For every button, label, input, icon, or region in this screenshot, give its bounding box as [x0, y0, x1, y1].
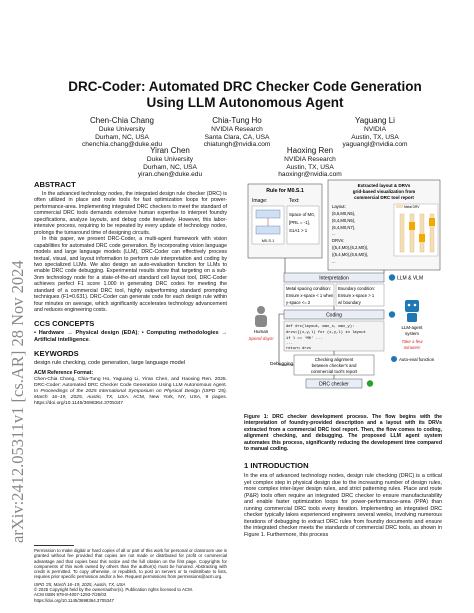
rule-text-line: Space of M0,: [289, 212, 315, 217]
layout-line: (6,4,M0,N5),: [332, 218, 356, 223]
checking-line: between checker's and: [311, 363, 357, 368]
coding-label: Coding: [326, 312, 342, 319]
author-affiliation: Duke University: [146, 156, 194, 163]
condition-line: y-space <= 2: [286, 300, 311, 305]
acm-format-heading: ACM Reference Format:: [34, 370, 94, 377]
metal-shape: [256, 226, 280, 234]
code-line: if l == 'M0' ...: [286, 337, 323, 341]
abstract-paragraph-2: In this paper, we present DRC-Coder, a multi-agent framework with vision capabilities for automated DRC code generation. By incorporating vision language models and large language models (LLM), DRC-Coder can effectively process textual, visual, and layout information to perform rule interpretation and coding by two specialized LLMs. We also design an auto-evaluation function for LLMs to enable DRC code debugging. Experimental results show that targeting on a sub-3nm technology node for a state-of-the-art standard cell layout tool, DRC-Coder achieves perfect F1 score 1.000 in generating DRC codes for meeting the standard of a commercial DRC tool, highly outperforming standard prompting techniques (F1=0.631). DRC-Coder can generate code for each design rule within four minutes on average, which significantly accelerates technology advancement and reduces engineering costs.: [34, 236, 227, 314]
figure-1: [244, 178, 442, 416]
interpretation-label: Interpretation: [319, 275, 349, 282]
robot-icon: [405, 300, 419, 322]
acm-ref-authors: Chen-Chia Chang, Chia-Tung Ho, Yaguang Li, Yiran Chen, and Haoxing Ren. 2025. DRC-Coder: Automated DRC Checker Code Generation Using LLM Autonomous Agent. In: [34, 376, 227, 394]
ccs-separator: ;: [137, 329, 142, 336]
legend-metal-swatch: [396, 205, 403, 208]
checking-line: Checking alignment: [314, 357, 354, 362]
author-location: Austin, TX, USA: [286, 163, 334, 171]
rule-image-label: M0.S.1: [261, 238, 275, 243]
keywords-text: design rule checking, code generation, large language model: [34, 359, 186, 366]
image-label: Image:: [252, 198, 268, 204]
legend-label: Metal DRV: [404, 205, 420, 209]
author-name: Chia-Tung Ho: [212, 116, 262, 125]
drv-marker: [429, 218, 435, 226]
copyright-line: © 2025 Copyright held by the owner/author(s). Publication rights licensed to ACM.: [34, 587, 193, 593]
extract-title-3: commercial DRC tool report: [354, 195, 414, 200]
author-affiliation: Duke University: [98, 126, 146, 133]
author-email: yaguangl@nvidia.com: [342, 141, 408, 149]
llm-icon: [389, 274, 395, 280]
author-location: Santa Clara, CA, USA: [204, 133, 270, 141]
author-name: Chen-Chia Chang: [89, 116, 155, 125]
acm-ref-doi: ACM, New York, NY, USA, 9 pages. https://doi.org/10.1145/3698364.3705347: [34, 394, 227, 406]
llm-vlm-label: LLM & VLM: [397, 275, 424, 282]
llm-icon: [389, 311, 395, 317]
drv-marker: [409, 222, 415, 230]
condition-line: Boundary condition:: [338, 286, 376, 291]
condition-line: Ensure x-space < 1 when: [286, 293, 334, 298]
title-line-2: Using LLM Autonomous Agent: [146, 95, 344, 110]
checking-line: commercial tool's report: [310, 369, 358, 374]
doi-line: https://doi.org/10.1145/3698364.3705347: [34, 597, 114, 603]
human-icon: [255, 306, 267, 327]
permission-notice: Permission to make digital or hard copies of all or part of this work for personal or classroom use is granted without fee provided that copies are not made or distributed for profit or commercial advantage and that copies bear this notice and the full citation on the first page. Copyrights for components of this work owned by others than the author(s) must be honored. Abstracting with credit is permitted. To copy otherwise, or republish, to post on servers or to redistribute to lists, requires prior specific permission and/or a fee. Request permissions from permissions@acm.org.: [34, 548, 227, 580]
text-label: Text:: [289, 198, 300, 204]
conference-line: ISPD '25, March 16–19, 2025, Austin, TX, USA: [34, 581, 126, 587]
take-few-label-2: minutes!: [403, 345, 421, 350]
ccs-heading: CCS CONCEPTS: [34, 318, 95, 328]
extract-title-1: Extracted layout & DRVs: [357, 183, 411, 188]
author-block: [305, 116, 445, 149]
figure-caption: Figure 1: DRC checker development process. The flow begins with the interpretation of foundry-provided description and a layout with its DRVs extracted from a commercial DRC tool report. Then, the flow comes to coding, alignment checking, and debugging. The proposed LLM agent system automates this process, significantly reducing the development time compared to manual coding.: [244, 414, 442, 453]
drv-marker: [419, 234, 425, 242]
condition-line: Ensure x-space > 1: [338, 293, 375, 298]
arxiv-id: arXiv:2412.05311v1 [cs.AR] 28 Nov 2024: [8, 260, 27, 543]
ccs-concepts: [34, 330, 227, 344]
spend-days-label: Spend days!: [248, 336, 274, 341]
author-location: Austin, TX, USA: [351, 133, 399, 141]
abstract-paragraph-1: In the advanced technology nodes, the integrated design rule checker (DRC) is often utilized in place and route tools for fast optimization loops for power-performance-area. Implementing integrated DRC checkers to meet the standard of commercial DRC tools demands extensive human expertise to interpret foundry specifications, analyze layouts, and debug code iteratively. However, this labor-intensive process, requiring to be repeated by every update of technology nodes, prolongs the turnaround time of designing circuits.: [34, 191, 227, 236]
ccs-concept-1: • Hardware → Physical design (EDA): [34, 329, 138, 336]
ccs-end: .: [88, 336, 91, 343]
author-name: Yaguang Li: [355, 116, 395, 125]
rule-label: Rule for M0.S.1: [266, 188, 304, 194]
check-icon: [367, 380, 373, 386]
layout-line: ((5,4,M0),(6,6,M0)),: [332, 252, 369, 257]
condition-line: Metal spacing condition:: [286, 286, 331, 291]
gear-icon: [391, 356, 397, 362]
layout-line: (6,6,M0,N5),: [332, 211, 356, 216]
metal-track: [410, 214, 414, 252]
take-few-label-1: Take a few: [401, 339, 423, 344]
ccs-concept-2: • Computing methodologies → Artificial intelligence: [34, 329, 228, 343]
author-email: chiatungh@nvidia.com: [203, 141, 271, 149]
rule-text-line: [PRL = -1],: [289, 220, 310, 225]
code-line: drvs=[(x,y,l) for (x,y,l) in layout: [286, 331, 366, 335]
layout-line: ((5,4,M0),(6,2,M0)),: [332, 245, 369, 250]
footnote-rule: [34, 545, 74, 546]
author-affiliation: NVIDIA Research: [211, 126, 263, 133]
title-line-1: DRC-Coder: Automated DRC Checker Code Generation: [68, 79, 422, 94]
author-location: Durham, NC, USA: [95, 133, 149, 141]
author-location: Durham, NC, USA: [143, 163, 197, 171]
code-line: return drvs: [286, 347, 312, 351]
acm-reference-text: [34, 377, 227, 407]
metal-shape: [256, 210, 280, 218]
condition-line: w/ boundary: [338, 300, 361, 305]
author-name: Haoxing Ren: [286, 146, 334, 155]
llm-agent-label-1: LLM-agent: [401, 325, 423, 330]
author-email: haoxingr@nvidia.com: [278, 171, 342, 179]
rule-text-line: S1A1 > 1: [289, 228, 308, 233]
code-line: ...: [286, 342, 293, 346]
author-affiliation: NVIDIA: [364, 126, 386, 133]
acm-ref-proceedings: Proceedings of the 2025 International Symposium on Physical Design (ISPD '25), March 16–19, 2025, Austin, TX, USA.: [34, 388, 227, 400]
author-block: [167, 116, 307, 149]
layout-line: DRVs:: [332, 238, 345, 243]
layout-line: Layout:: [332, 204, 346, 209]
layout-line: ...: [332, 231, 336, 236]
keywords-heading: KEYWORDS: [34, 348, 79, 358]
paper-title: [40, 79, 450, 111]
author-affiliation: NVIDIA Research: [284, 156, 336, 163]
right-column: [244, 414, 442, 538]
layout-line: ...: [332, 259, 336, 264]
llm-agent-label-2: system: [405, 331, 419, 336]
abstract-heading: ABSTRACT: [34, 180, 76, 189]
debugging-label: Debugging: [270, 362, 294, 367]
layout-line: (6,4,M0,N7),: [332, 225, 356, 230]
auto-eval-label: Auto-eval function: [399, 357, 435, 362]
author-email: chenchia.chang@duke.edu: [81, 141, 163, 149]
isbn-line: ACM ISBN 979-8-4007-1293-7/25/03: [34, 592, 107, 598]
left-column: [34, 180, 227, 407]
arxiv-stamp: [4, 125, 30, 545]
code-line: def drc(layout, max_x, max_y):: [286, 325, 355, 329]
author-block: [100, 146, 240, 179]
copyright-block: [34, 548, 227, 603]
introduction-heading: 1 INTRODUCTION: [244, 461, 309, 471]
human-label: Human: [253, 329, 269, 334]
drc-checker-label: DRC checker: [319, 381, 349, 388]
extract-title-2: grid-based visualization from: [352, 189, 416, 194]
author-name: Yiran Chen: [150, 146, 190, 155]
author-block: [240, 146, 380, 179]
metal-track: [420, 214, 424, 252]
metal-track: [400, 214, 404, 252]
introduction-text: In the era of advanced technology nodes, design rule checking (DRC) is a critical yet complex step in physical design due to the increasing number of design rules, more complex inter-layer design rules, and strict patterning rules. Place and route (P&R) tools often require an integrated DRC checker to ensure manufacturability and enable faster optimization loops for power-performance-area (PPA) than running commercial DRC tools every iteration. Implementing an integrated DRC checker typically takes experienced engineers several weeks, involving numerous iterations of debugging to extract DRC rules from foundry documents and ensure the integrated checker meets the standards of commercial DRC tools, as shown in Figure 1. Furthermore, this process: [244, 473, 442, 538]
author-email: yiran.chen@duke.edu: [137, 171, 203, 179]
